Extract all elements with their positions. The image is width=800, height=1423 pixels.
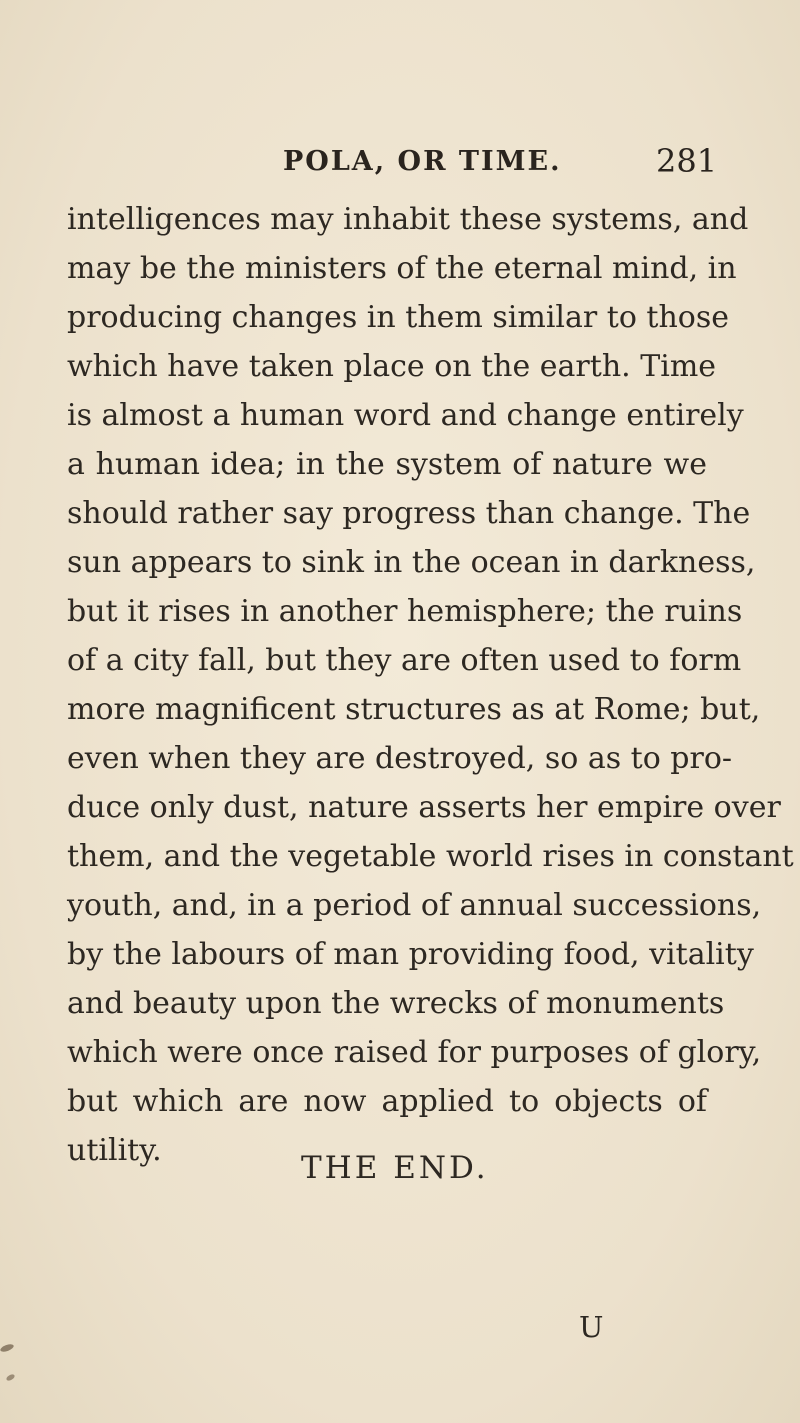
text-line: more magnificent structures as at Rome; but, <box>67 692 761 727</box>
text-line: sun appears to sink in the ocean in darkness, <box>67 545 756 580</box>
text-line: and beauty upon the wrecks of monuments <box>67 986 725 1021</box>
text-line: is almost a human word and change entirely <box>67 398 744 433</box>
text-line-last: utility. <box>67 1133 162 1168</box>
text-line: which have taken place on the earth. Time <box>67 349 717 384</box>
text-line: but it rises in another hemisphere; the ruins <box>67 594 743 629</box>
text-line: which were once raised for purposes of glory, <box>67 1035 762 1070</box>
text-line: youth, and, in a period of annual successions, <box>67 888 762 923</box>
text-line: but which are now applied to objects of <box>67 1084 707 1119</box>
signature-mark: U <box>579 1310 604 1344</box>
text-line: should rather say progress than change. The <box>67 496 751 531</box>
text-line: a human idea; in the system of nature we <box>67 447 707 482</box>
paper-blemish <box>0 1343 15 1353</box>
text-line: of a city fall, but they are often used to form <box>67 643 742 678</box>
running-title: POLA, OR TIME. <box>283 146 562 177</box>
text-line: them, and the vegetable world rises in constant <box>67 839 794 874</box>
body-paragraph <box>67 195 794 1175</box>
running-head <box>0 142 800 182</box>
text-line: duce only dust, nature asserts her empire over <box>67 790 781 825</box>
text-line: by the labours of man providing food, vitality <box>67 937 754 972</box>
text-line: producing changes in them similar to those <box>67 300 730 335</box>
text-line: intelligences may inhabit these systems, and <box>67 202 749 237</box>
paper-blemish <box>5 1373 15 1382</box>
the-end-heading: THE END. <box>301 1150 489 1186</box>
text-line: may be the ministers of the eternal mind, in <box>67 251 737 286</box>
text-line: even when they are destroyed, so as to pro- <box>67 741 733 776</box>
page-number: 281 <box>656 142 718 180</box>
